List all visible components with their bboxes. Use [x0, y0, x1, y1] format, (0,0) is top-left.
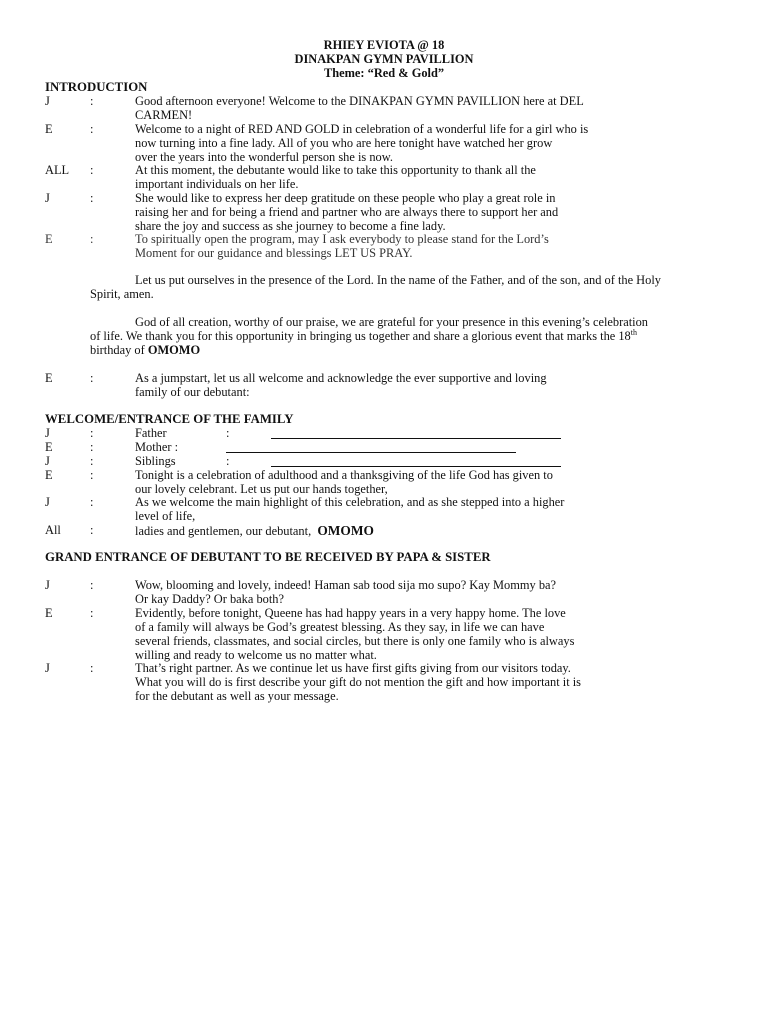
dialogue-line: Wow, blooming and lovely, indeed! Haman sab tood sija mo supo? Kay Mommy ba?	[135, 578, 557, 592]
dialogue-text	[135, 524, 695, 539]
speaker: J	[45, 94, 50, 108]
dialogue-line: Good afternoon everyone! Welcome to the DINAKPAN GYMN PAVILLION here at DEL	[135, 94, 584, 108]
field-colon: :	[226, 426, 230, 440]
colon: :	[90, 468, 94, 482]
colon: :	[90, 94, 94, 108]
dialogue-text	[135, 123, 695, 165]
prayer-text: of life. We thank you for this opportunity in bringing us together and share a glorious event that marks the 18	[90, 328, 631, 343]
colon: :	[90, 232, 94, 246]
dialogue-line: Tonight is a celebration of adulthood and a thanksgiving of the life God has given to	[135, 468, 553, 482]
prayer-line: Let us put ourselves in the presence of the Lord. In the name of the Father, and of the son, and of the Holy	[135, 273, 661, 287]
field-label: Siblings	[135, 454, 176, 468]
dialogue-line: What you will do is first describe your gift do not mention the gift and how important it is	[135, 674, 581, 689]
colon: :	[90, 191, 94, 205]
speaker: E	[45, 606, 53, 620]
debutant-name: OMOMO	[317, 523, 374, 538]
field-label: Mother :	[135, 440, 179, 454]
dialogue-text	[135, 95, 695, 123]
colon: :	[90, 495, 94, 509]
ordinal-suffix: th	[630, 327, 637, 337]
dialogue-text	[135, 192, 695, 234]
blank-line[interactable]	[226, 452, 516, 453]
section-heading-welcome-family: WELCOME/ENTRANCE OF THE FAMILY	[45, 412, 294, 426]
speaker: J	[45, 426, 50, 440]
venue-title: DINAKPAN GYMN PAVILLION	[294, 52, 474, 66]
field-colon: :	[226, 454, 230, 468]
prayer-line: God of all creation, worthy of our praise, we are grateful for your presence in this evening’s celebration	[135, 315, 648, 329]
dialogue-line: Evidently, before tonight, Queene has had happy years in a very happy home. The love	[135, 606, 566, 620]
colon: :	[90, 523, 94, 537]
colon: :	[90, 122, 94, 136]
dialogue-line: She would like to express her deep gratitude on these people who play a great role in	[135, 191, 556, 205]
dialogue-line: important individuals on her life.	[135, 176, 299, 191]
blank-line[interactable]	[271, 438, 561, 439]
family-field-father	[45, 427, 735, 441]
section-heading-grand-entrance: GRAND ENTRANCE OF DEBUTANT TO BE RECEIVED BY PAPA & SISTER	[45, 550, 491, 564]
dialogue-text	[135, 607, 695, 663]
dialogue-line: As a jumpstart, let us all welcome and acknowledge the ever supportive and loving	[135, 371, 547, 385]
speaker: E	[45, 371, 53, 385]
dialogue-line: Moment for our guidance and blessings LET US PRAY.	[135, 245, 413, 260]
family-field-siblings	[45, 455, 735, 469]
speaker: E	[45, 232, 53, 246]
speaker: E	[45, 440, 53, 454]
dialogue-text	[135, 372, 695, 400]
dialogue-line: now turning into a fine lady. All of you who are here tonight have watched her grow	[135, 135, 553, 150]
dialogue-text	[135, 496, 695, 524]
field-label: Father	[135, 426, 167, 440]
prayer-paragraph	[90, 316, 750, 358]
speaker: J	[45, 454, 50, 468]
dialogue-line: of a family will always be God’s greatest blessing. As they say, in life we can have	[135, 619, 545, 634]
speaker: ALL	[45, 163, 70, 177]
dialogue-text	[135, 579, 695, 607]
dialogue-text	[135, 469, 695, 497]
debutant-name: OMOMO	[147, 342, 201, 357]
dialogue-line: At this moment, the debutante would like to take this opportunity to thank all the	[135, 163, 536, 177]
colon: :	[90, 661, 94, 675]
section-heading-introduction: INTRODUCTION	[45, 80, 148, 94]
colon: :	[90, 426, 94, 440]
dialogue-line: over the years into the wonderful person she is now.	[135, 149, 393, 164]
prayer-line	[90, 344, 750, 358]
dialogue-line: for the debutant as well as your message.	[135, 688, 339, 703]
prayer-paragraph	[90, 274, 750, 302]
dialogue-text	[135, 233, 695, 261]
dialogue-line: As we welcome the main highlight of this celebration, and as she stepped into a higher	[135, 495, 565, 509]
dialogue-text	[135, 164, 695, 192]
event-title: RHIEY EVIOTA @ 18	[323, 38, 445, 52]
dialogue-line: CARMEN!	[135, 107, 193, 122]
dialogue-line: That’s right partner. As we continue let us have first gifts giving from our visitors today.	[135, 661, 571, 675]
speaker: J	[45, 578, 50, 592]
speaker: All	[45, 523, 61, 537]
dialogue-line: several friends, classmates, and social circles, but there is only one family who is always	[135, 633, 575, 648]
prayer-text: birthday of	[90, 342, 145, 357]
theme-title: Theme: “Red & Gold”	[323, 66, 445, 80]
dialogue-line: Welcome to a night of RED AND GOLD in celebration of a wonderful life for a girl who is	[135, 122, 589, 136]
speaker: E	[45, 468, 53, 482]
colon: :	[90, 440, 94, 454]
speaker: E	[45, 122, 53, 136]
dialogue-line	[135, 524, 695, 539]
prayer-line	[90, 327, 750, 344]
dialogue-text	[135, 662, 695, 704]
dialogue-line: raising her and for being a friend and partner who are always there to support her and	[135, 204, 559, 219]
dialogue-line: our lovely celebrant. Let us put our hands together,	[135, 481, 388, 496]
colon: :	[90, 578, 94, 592]
dialogue-line: willing and ready to welcome us no matter what.	[135, 647, 377, 662]
speaker: J	[45, 495, 50, 509]
colon: :	[90, 454, 94, 468]
dialogue-line: To spiritually open the program, may I ask everybody to please stand for the Lord’s	[135, 232, 549, 246]
speaker: J	[45, 661, 50, 675]
colon: :	[90, 371, 94, 385]
dialogue-phrase: ladies and gentlemen, our debutant,	[135, 524, 312, 538]
family-field-mother	[45, 441, 735, 455]
colon: :	[90, 606, 94, 620]
dialogue-line: family of our debutant:	[135, 384, 250, 399]
prayer-line: Spirit, amen.	[90, 286, 154, 301]
dialogue-line: Or kay Daddy? Or baka both?	[135, 591, 284, 606]
dialogue-line: share the joy and success as she journey to become a fine lady.	[135, 218, 446, 233]
colon: :	[90, 163, 94, 177]
dialogue-line: level of life,	[135, 508, 196, 523]
blank-line[interactable]	[271, 466, 561, 467]
speaker: J	[45, 191, 50, 205]
